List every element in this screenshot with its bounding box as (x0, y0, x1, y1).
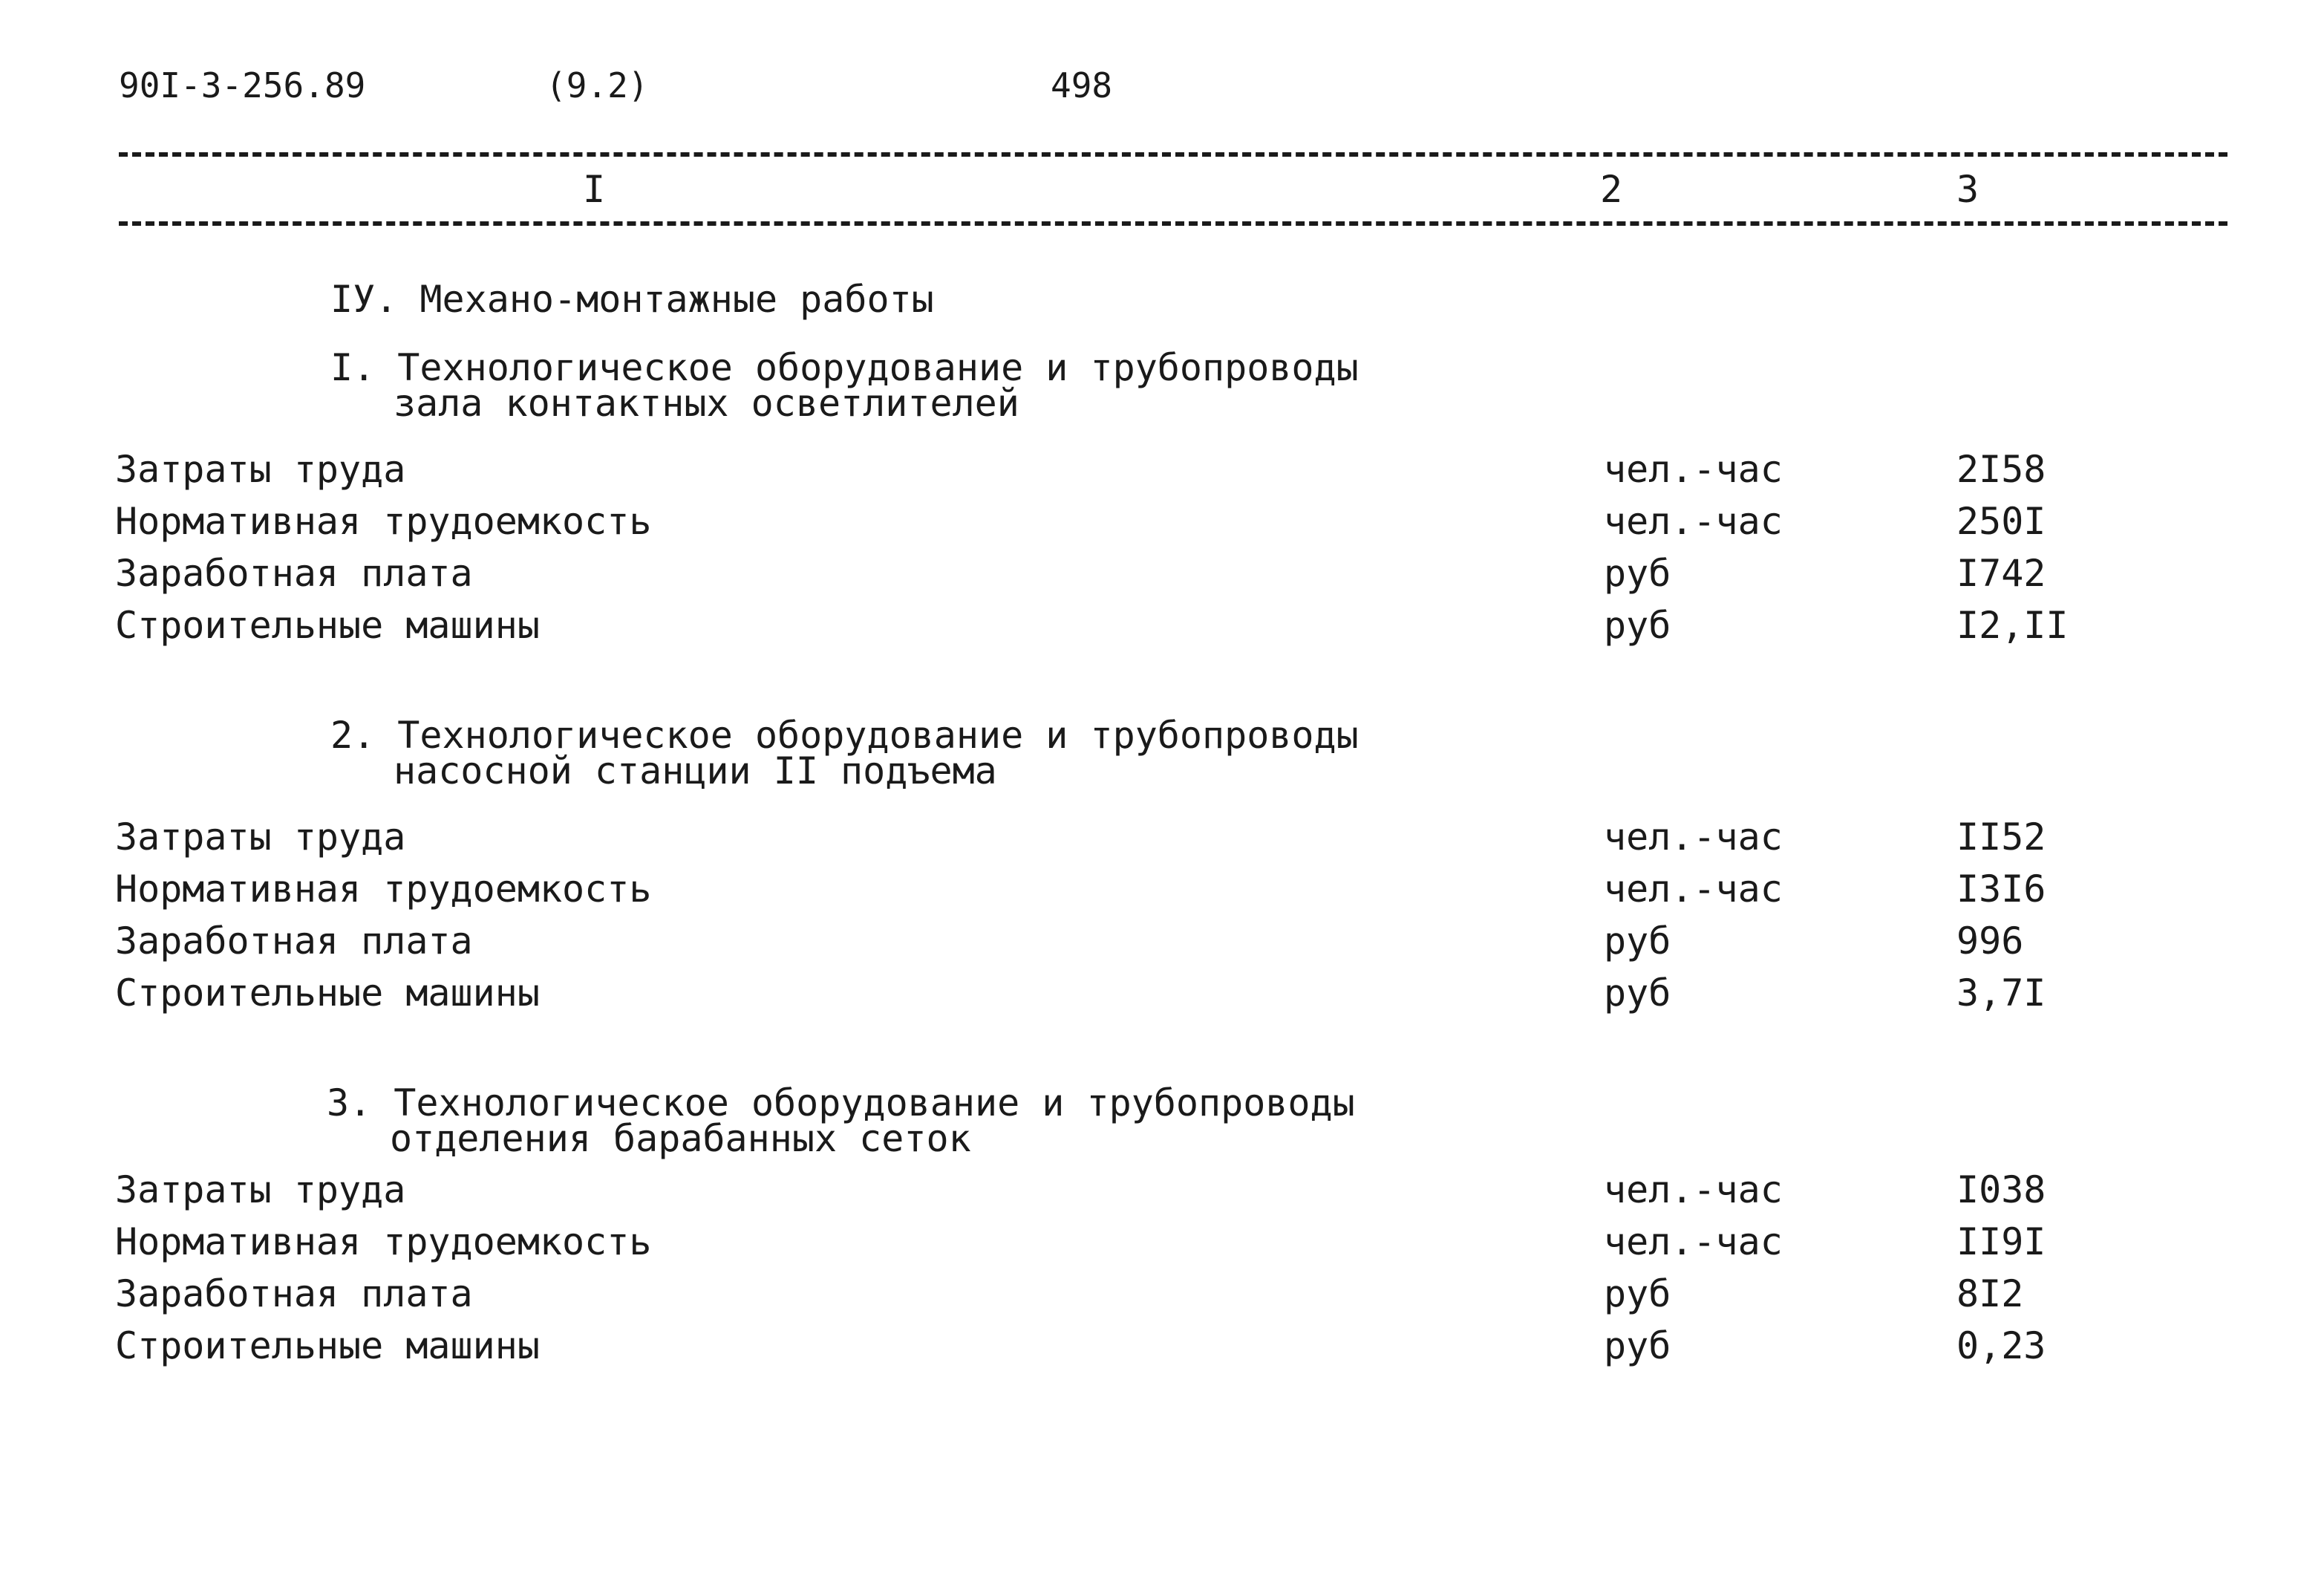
top-dashed-rule (119, 152, 2227, 157)
table-row (0, 1220, 2324, 1265)
row-unit: чел.-час (1604, 500, 1783, 543)
row-label: Затраты труда (115, 815, 406, 859)
column-number-3: 3 (1956, 168, 1979, 211)
page-number: 498 (1051, 65, 1113, 105)
section-title-continuation: зала контактных осветлителей (394, 382, 1019, 425)
row-label: Нормативная трудоемкость (115, 500, 652, 543)
row-value: 0,23 (1956, 1324, 2046, 1367)
row-label: Нормативная трудоемкость (115, 1220, 652, 1263)
row-label: Строительные машины (115, 604, 540, 647)
table-row (0, 448, 2324, 492)
row-label: Затраты труда (115, 1168, 406, 1211)
row-unit: руб (1604, 552, 1671, 595)
row-value: I2,II (1956, 604, 2069, 647)
section-title: 3. Технологическое оборудование и трубопроводы (327, 1081, 1355, 1124)
row-value: 250I (1956, 500, 2046, 543)
table-row (0, 815, 2324, 860)
section-title-continuation: отделения барабанных сеток (390, 1117, 971, 1160)
table-row (0, 552, 2324, 596)
bottom-dashed-rule (119, 221, 2227, 226)
row-value: I3I6 (1956, 867, 2046, 911)
row-value: II52 (1956, 815, 2046, 859)
row-value: II9I (1956, 1220, 2046, 1263)
column-number-1: I (583, 168, 606, 211)
row-unit: руб (1604, 1324, 1671, 1367)
column-number-2: 2 (1600, 168, 1623, 211)
row-label: Заработная плата (115, 1272, 473, 1315)
table-row (0, 867, 2324, 912)
row-value: 8I2 (1956, 1272, 2024, 1315)
row-unit: руб (1604, 1272, 1671, 1315)
table-row (0, 1168, 2324, 1213)
table-row (0, 919, 2324, 964)
row-value: 3,7I (1956, 971, 2046, 1015)
row-unit: чел.-час (1604, 1220, 1783, 1263)
row-value: 2I58 (1956, 448, 2046, 491)
row-unit: руб (1604, 971, 1671, 1015)
row-unit: чел.-час (1604, 867, 1783, 911)
table-row (0, 1272, 2324, 1317)
table-row (0, 604, 2324, 648)
section-title-continuation: насосной станции II подъема (394, 749, 997, 792)
document-code: 90I-3-256.89 (119, 65, 366, 105)
row-unit: руб (1604, 604, 1671, 647)
row-value: I038 (1956, 1168, 2046, 1211)
row-unit: чел.-час (1604, 815, 1783, 859)
row-label: Заработная плата (115, 919, 473, 963)
table-row (0, 1324, 2324, 1369)
row-unit: чел.-час (1604, 448, 1783, 491)
table-row (0, 500, 2324, 544)
table-row (0, 971, 2324, 1016)
section-title: I. Технологическое оборудование и трубопроводы (330, 346, 1359, 389)
row-value: I742 (1956, 552, 2046, 595)
row-label: Строительные машины (115, 971, 540, 1015)
row-value: 996 (1956, 919, 2024, 963)
row-label: Строительные машины (115, 1324, 540, 1367)
row-unit: руб (1604, 919, 1671, 963)
row-label: Затраты труда (115, 448, 406, 491)
row-unit: чел.-час (1604, 1168, 1783, 1211)
row-label: Нормативная трудоемкость (115, 867, 652, 911)
section-title: 2. Технологическое оборудование и трубопроводы (330, 714, 1359, 757)
section-reference: (9.2) (546, 65, 649, 105)
row-label: Заработная плата (115, 552, 473, 595)
part-title: IУ. Механо-монтажные работы (330, 278, 934, 321)
